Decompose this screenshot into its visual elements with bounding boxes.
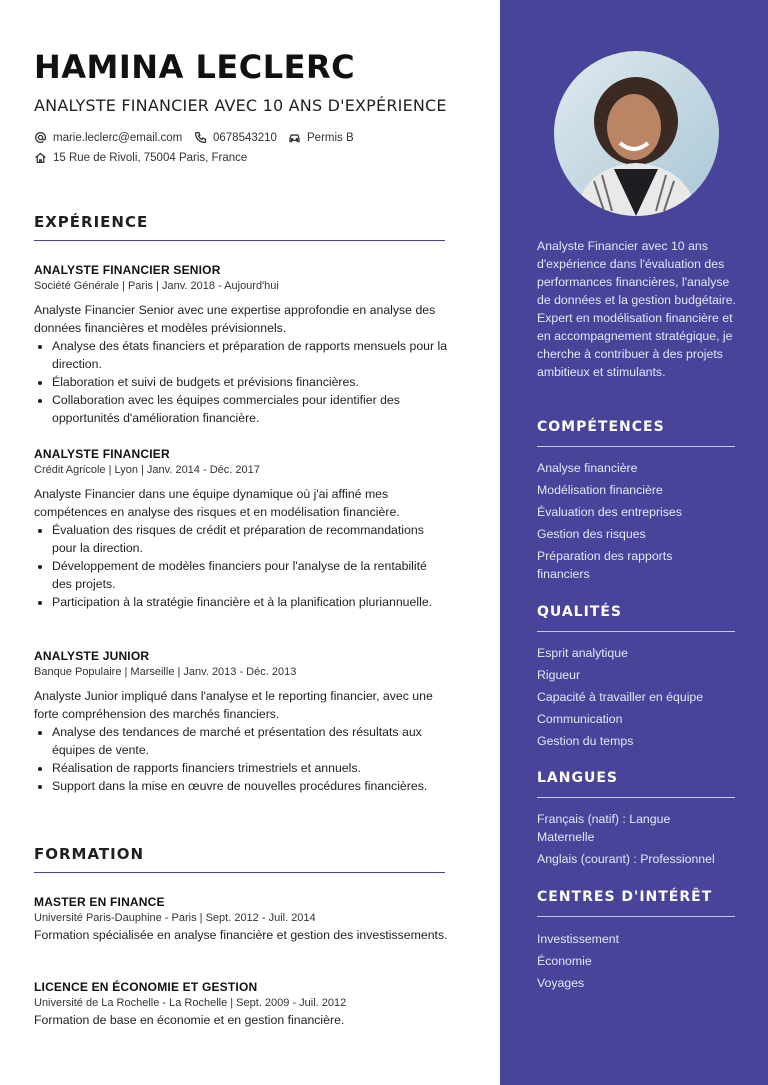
- contact-email[interactable]: [34, 131, 182, 144]
- education-title: FORMATION: [34, 845, 145, 863]
- home-icon: [34, 151, 47, 164]
- qualities-divider: [537, 631, 735, 632]
- job-item: [34, 649, 449, 795]
- job-meta: Banque Populaire | Marseille | Janv. 2013 - Déc. 2013: [34, 666, 297, 678]
- job-bullets: [34, 723, 449, 795]
- skill-item: Gestion des risques: [537, 527, 646, 541]
- degree-description: Formation spécialisée en analyse financière et gestion des investissements.: [34, 928, 448, 942]
- education-item: [34, 980, 449, 1029]
- headline: ANALYSTE FINANCIER AVEC 10 ANS D'EXPÉRIENCE: [34, 96, 447, 115]
- quality-item: Gestion du temps: [537, 734, 634, 748]
- language-item: Français (natif) : Langue Maternelle: [537, 812, 671, 844]
- profile-photo: [554, 51, 719, 216]
- job-description: Analyste Junior impliqué dans l'analyse et le reporting financier, avec une forte compréhension des marchés financiers.: [34, 689, 433, 721]
- job-bullet: • Réalisation de rapports financiers trimestriels et annuels.: [52, 759, 449, 777]
- job-item: [34, 447, 449, 611]
- car-icon: [288, 131, 301, 144]
- job-title: ANALYSTE FINANCIER SENIOR: [34, 263, 221, 277]
- profile-summary: Analyste Financier avec 10 ans d'expérience dans l'évaluation des performances financières, l'analyse de données et la gestion budgétaire. Expert en modélisation financière et en accompagnement stratégique, je cherche à contribuer à des projets ambitieux et stimulants.: [537, 239, 736, 379]
- job-bullet: • Évaluation des risques de crédit et préparation de recommandations pour la direction.: [52, 521, 449, 557]
- experience-title: EXPÉRIENCE: [34, 213, 149, 231]
- job-bullet: • Élaboration et suivi de budgets et prévisions financières.: [52, 373, 449, 391]
- job-bullet: • Développement de modèles financiers pour l'analyse de la rentabilité des projets.: [52, 557, 449, 593]
- interest-item: Voyages: [537, 976, 585, 990]
- license-text: Permis B: [307, 131, 354, 144]
- skill-item: Préparation des rapports financiers: [537, 549, 673, 581]
- degree-description: Formation de base en économie et en gestion financière.: [34, 1013, 345, 1027]
- address-text: 15 Rue de Rivoli, 75004 Paris, France: [53, 151, 248, 164]
- education-item: [34, 895, 449, 944]
- job-meta: Société Générale | Paris | Janv. 2018 - Aujourd'hui: [34, 280, 279, 292]
- degree-title: LICENCE EN ÉCONOMIE ET GESTION: [34, 980, 258, 994]
- job-item: [34, 263, 449, 427]
- candidate-name: HAMINA LECLERC: [34, 48, 356, 86]
- contact-license: [288, 131, 354, 144]
- languages-divider: [537, 797, 735, 798]
- job-description: Analyste Financier Senior avec une expertise approfondie en analyse des données financières et modèles prévisionnels.: [34, 303, 436, 335]
- job-bullet: • Participation à la stratégie financière et à la planification pluriannuelle.: [52, 593, 449, 611]
- skills-list: [537, 459, 737, 587]
- quality-item: Rigueur: [537, 668, 581, 682]
- interests-list: [537, 930, 737, 996]
- interest-item: Économie: [537, 954, 592, 968]
- qualities-list: [537, 644, 737, 754]
- skill-item: Modélisation financière: [537, 483, 663, 497]
- qualities-title: QUALITÉS: [537, 604, 622, 620]
- contact-phone[interactable]: [194, 131, 277, 144]
- quality-item: Communication: [537, 712, 623, 726]
- degree-meta: Université Paris-Dauphine - Paris | Sept. 2012 - Juil. 2014: [34, 912, 316, 924]
- email-text: marie.leclerc@email.com: [53, 131, 183, 144]
- job-title: ANALYSTE JUNIOR: [34, 649, 150, 663]
- degree-title: MASTER EN FINANCE: [34, 895, 165, 909]
- job-meta: Crédit Agricole | Lyon | Janv. 2014 - Déc. 2017: [34, 464, 260, 476]
- language-item: Anglais (courant) : Professionnel: [537, 852, 715, 866]
- phone-icon: [194, 131, 207, 144]
- skill-item: Analyse financière: [537, 461, 638, 475]
- skills-divider: [537, 446, 735, 447]
- job-bullet: • Support dans la mise en œuvre de nouvelles procédures financières.: [52, 777, 449, 795]
- job-bullet: • Analyse des tendances de marché et présentation des résultats aux équipes de vente.: [52, 723, 449, 759]
- job-description: Analyste Financier dans une équipe dynamique où j'ai affiné mes compétences en analyse des risques et en modélisation financière.: [34, 487, 400, 519]
- at-icon: [34, 131, 47, 144]
- quality-item: Capacité à travailler en équipe: [537, 690, 704, 704]
- interests-divider: [537, 916, 735, 917]
- experience-divider: [34, 240, 445, 241]
- phone-text: 0678543210: [213, 131, 277, 144]
- education-divider: [34, 872, 445, 873]
- languages-list: [537, 810, 737, 872]
- interest-item: Investissement: [537, 932, 620, 946]
- job-title: ANALYSTE FINANCIER: [34, 447, 170, 461]
- job-bullet: • Collaboration avec les équipes commerciales pour identifier des opportunités d'amélioration financière.: [52, 391, 449, 427]
- degree-meta: Université de La Rochelle - La Rochelle | Sept. 2009 - Juil. 2012: [34, 997, 347, 1009]
- skills-title: COMPÉTENCES: [537, 419, 665, 435]
- job-bullet: • Analyse des états financiers et préparation de rapports mensuels pour la direction.: [52, 337, 449, 373]
- contact-address: [34, 151, 247, 164]
- interests-title: CENTRES D'INTÉRÊT: [537, 889, 713, 905]
- job-bullets: [34, 337, 449, 427]
- quality-item: Esprit analytique: [537, 646, 628, 660]
- languages-title: LANGUES: [537, 770, 618, 786]
- job-bullets: [34, 521, 449, 611]
- skill-item: Évaluation des entreprises: [537, 505, 682, 519]
